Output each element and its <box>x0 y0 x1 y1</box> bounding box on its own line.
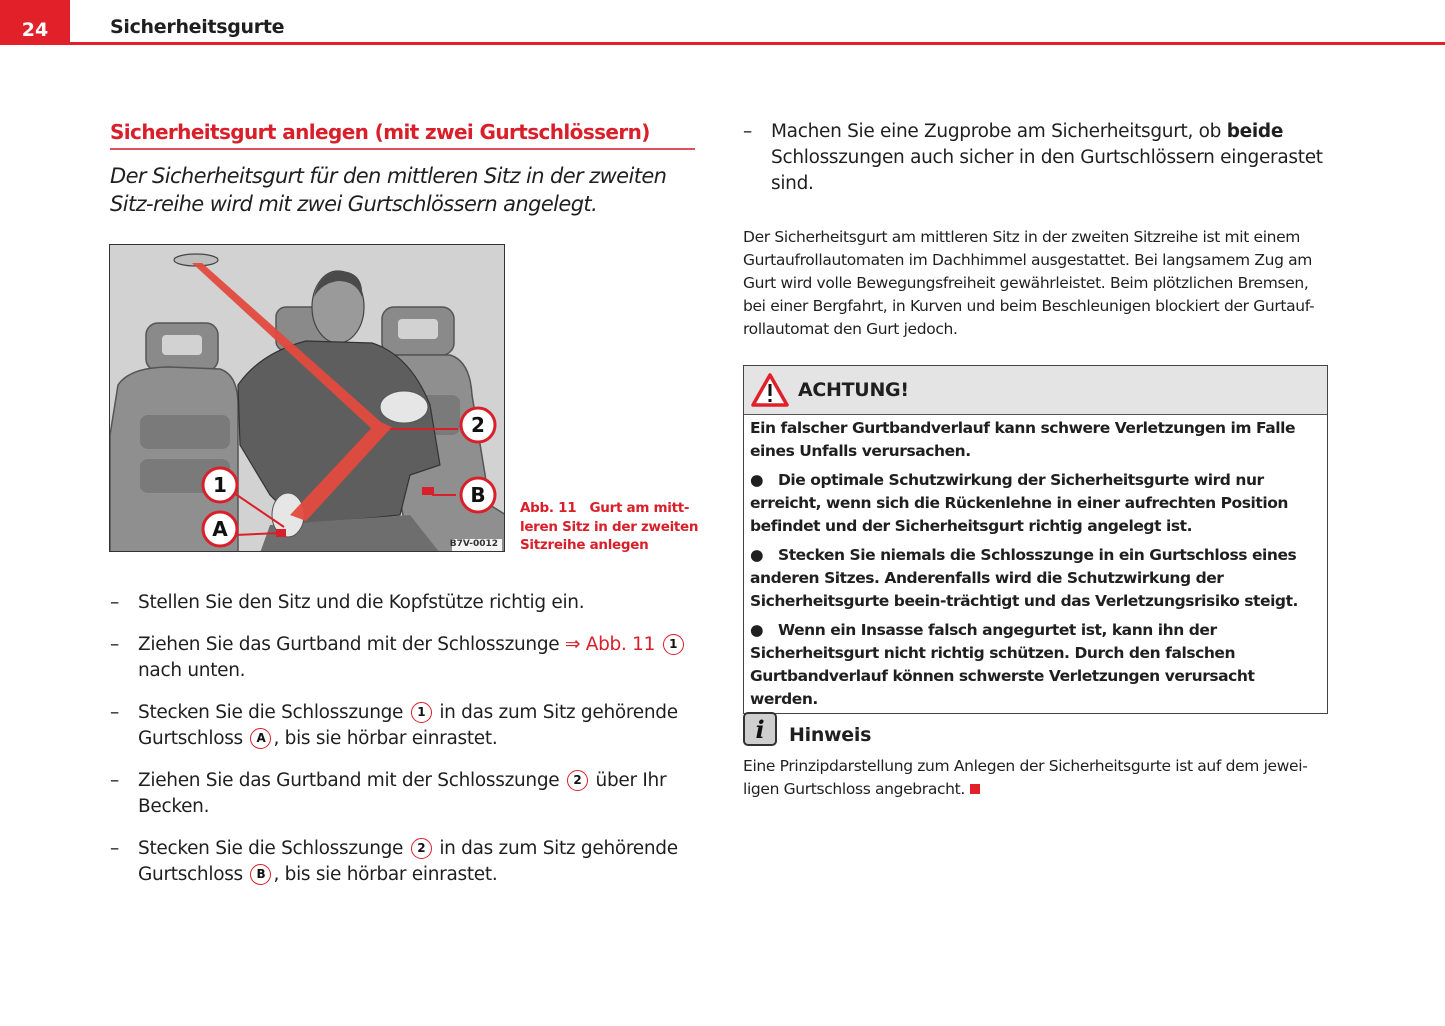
step-text: Schlosszungen auch sicher in den Gurtschlössern eingerastet sind. <box>771 147 1323 194</box>
warning-title: ACHTUNG! <box>798 379 909 401</box>
note-body: Eine Prinzipdarstellung zum Anlegen der Sicherheitsgurte ist auf dem jewei-ligen Gurtschloss angebracht. <box>743 757 1308 798</box>
section-title-rule <box>110 148 695 150</box>
figure-caption <box>520 499 700 555</box>
step-text: Stecken Sie die Schlosszunge <box>138 702 409 723</box>
step-3 <box>110 700 710 752</box>
dash: – <box>110 634 119 655</box>
step-text: in das zum Sitz gehörende Gurtschloss <box>138 702 678 749</box>
step-4 <box>110 768 710 820</box>
svg-text:2: 2 <box>471 413 485 437</box>
step-1 <box>110 590 710 616</box>
warning-body <box>744 415 1327 713</box>
step-2 <box>110 632 710 684</box>
figure-seatbelt-illustration <box>109 244 505 552</box>
seatbelt-illustration-icon <box>110 245 505 552</box>
warning-bullet-text: Die optimale Schutzwirkung der Sicherheitsgurte wird nur erreicht, wenn sich die Rückenlehne in einer aufrechten Position befindet und der Sicherheitsgurt richtig angelegt ist. <box>750 471 1288 535</box>
callout-marker-a: A <box>250 728 271 749</box>
dash: – <box>110 702 119 723</box>
figure-reference-link[interactable]: ⇒ Abb. 11 <box>564 634 656 655</box>
retractor-paragraph: Der Sicherheitsgurt am mittleren Sitz in der zweiten Sitzreihe ist mit einem Gurtaufrollautomaten im Dachhimmel ausgestattet. Bei langsamem Zug am Gurt wird volle Bewegungsfreiheit gewährleistet. Beim plötzlichen Bremsen, bei einer Bergfahrt, in Kurven und beim Beschleunigen blockiert der Gurtauf-rollautomat den Gurt jedoch. <box>743 228 1315 338</box>
step-5 <box>110 836 710 888</box>
step-text: Machen Sie eine Zugprobe am Sicherheitsgurt, ob <box>771 121 1227 142</box>
dash: – <box>110 592 119 613</box>
figure-code: B7V-0012 <box>449 539 498 549</box>
running-title: Sicherheitsgurte <box>110 16 285 38</box>
warning-intro: Ein falscher Gurtbandverlauf kann schwere Verletzungen im Falle eines Unfalls verursachen. <box>750 419 1296 460</box>
figure-caption-label: Abb. 11 <box>520 500 577 516</box>
info-icon: i <box>743 712 777 746</box>
svg-text:1: 1 <box>213 473 227 497</box>
end-of-section-icon <box>970 784 980 794</box>
warning-box <box>743 365 1328 714</box>
step-text: Ziehen Sie das Gurtband mit der Schlosszunge <box>138 770 565 791</box>
bullet-icon: ● <box>750 621 764 639</box>
step-text: in das zum Sitz gehörende Gurtschloss <box>138 838 678 885</box>
warning-bullet-text: Stecken Sie niemals die Schlosszunge in ein Gurtschloss eines anderen Sitzes. Anderenfalls wird die Schutzwirkung der Sicherheitsgurte beein-trächtigt und das Verletzungsrisiko steigt. <box>750 546 1298 610</box>
dash: – <box>110 838 119 859</box>
warning-triangle-icon <box>750 372 790 408</box>
step-text: , bis sie hörbar einrastet. <box>273 864 498 885</box>
figure-caption-text: Gurt am mitt-leren Sitz in der zweiten Sitzreihe anlegen <box>520 500 699 553</box>
step-text: über Ihr Becken. <box>138 770 667 817</box>
section-title: Sicherheitsgurt anlegen (mit zwei Gurtschlössern) <box>110 120 650 144</box>
step-text: nach unten. <box>138 660 246 681</box>
instruction-steps <box>110 590 710 904</box>
warning-header <box>744 366 1327 415</box>
step-text: Stellen Sie den Sitz und die Kopfstütze richtig ein. <box>138 592 585 613</box>
warning-bullet <box>750 544 1321 613</box>
callout-marker-1: 1 <box>411 702 432 723</box>
header-rule <box>0 42 1445 45</box>
note-text <box>743 755 1333 801</box>
note-header <box>743 712 871 746</box>
section-lead: Der Sicherheitsgurt für den mittleren Sitz in der zweiten Sitz-reihe wird mit zwei Gurtschlössern angelegt. <box>110 164 667 216</box>
warning-bullet <box>750 619 1321 711</box>
step-6 <box>743 119 1333 197</box>
callout-marker-2: 2 <box>411 838 432 859</box>
step-emphasis: beide <box>1226 121 1284 142</box>
dash: – <box>110 770 119 791</box>
warning-bullet <box>750 469 1321 538</box>
step-text: Ziehen Sie das Gurtband mit der Schlosszunge <box>138 634 565 655</box>
svg-text:A: A <box>212 517 228 541</box>
callout-marker-b: B <box>250 864 271 885</box>
bullet-icon: ● <box>750 471 764 489</box>
callout-marker-2: 2 <box>567 770 588 791</box>
page-number: 24 <box>0 0 70 44</box>
svg-text:B: B <box>470 483 486 507</box>
warning-bullet-text: Wenn ein Insasse falsch angegurtet ist, kann ihn der Sicherheitsgurt nicht richtig schützen. Durch den falschen Gurtbandverlauf können schwerste Verletzungen verursacht werden. <box>750 621 1255 708</box>
step-text: Stecken Sie die Schlosszunge <box>138 838 409 859</box>
note-title: Hinweis <box>789 724 872 746</box>
dash: – <box>743 121 752 142</box>
step-text: , bis sie hörbar einrastet. <box>273 728 498 749</box>
bullet-icon: ● <box>750 546 764 564</box>
callout-marker-1: 1 <box>663 634 684 655</box>
